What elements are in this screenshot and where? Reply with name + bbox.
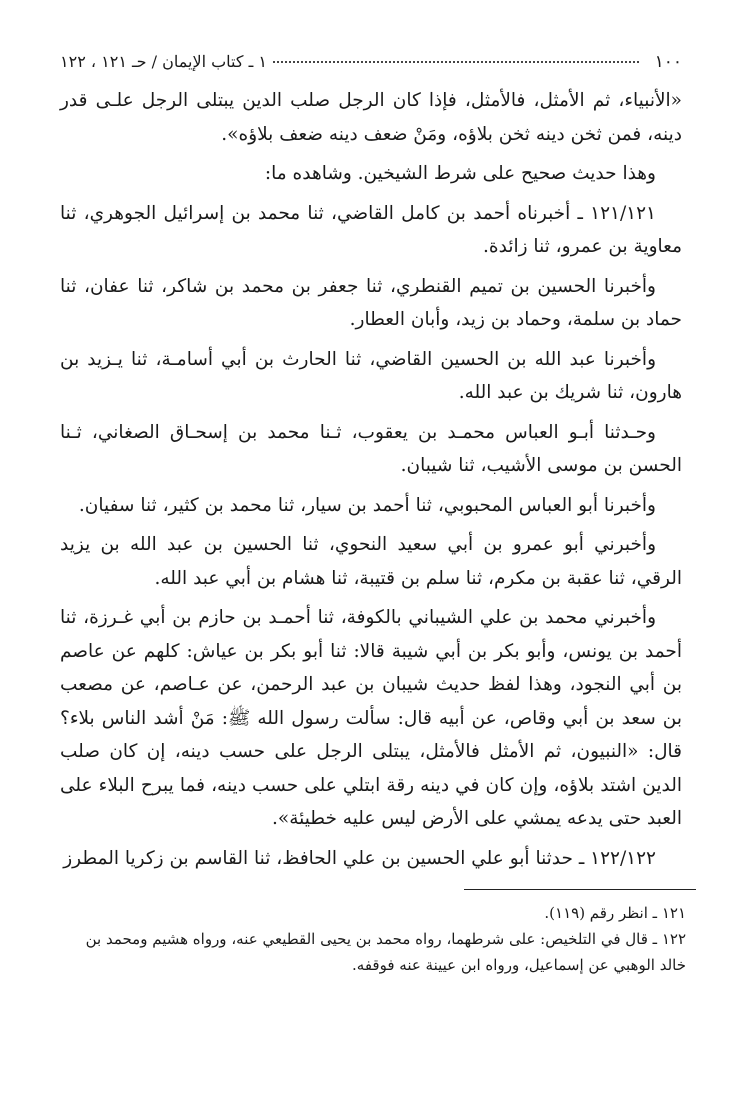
- paragraph-chain-nahwi: وأخبرني أبو عمرو بن أبي سعيد النحوي، ثنا الحسين بن عبد الله بن يزيد الرقي، ثنا عقبة بن مكرم، ثنا سلم بن قتيبة، ثنا هشام بن أبي عبد الله.: [60, 534, 682, 589]
- paragraph-hadith-122: ١٢٢/١٢٢ ـ حدثنا أبو علي الحسين بن علي الحافظ، ثنا القاسم بن زكريا المطرز: [63, 847, 656, 869]
- footnote-122: ١٢٢ ـ قال في التلخيص: على شرطهما، رواه محمد بن يحيى القطيعي عنه، ورواه هشيم ومحمد بن خالد الوهبي عن إسماعيل، ورواه ابن عيينة عنه فوقفه.: [85, 930, 686, 974]
- paragraph-chain-qantari: وأخبرنا الحسين بن تميم القنطري، ثنا جعفر بن محمد بن شاكر، ثنا عفان، ثنا حماد بن سلمة، وحماد بن زيد، وأبان العطار.: [60, 275, 682, 330]
- page: [60, 52, 686, 978]
- header-dot-leader: [273, 61, 639, 63]
- paragraph-chain-shaybani: وأخبرني محمد بن علي الشيباني بالكوفة، ثنا أحمـد بن حازم بن أبي غـرزة، ثنا أحمد بن يونس، وأبو بكر بن أبي شيبة قالا: ثنا أبو بكر بن عياش: كلهم عن عاصم بن أبي النجود، وهذا لفظ حديث شيبان بن عبد الرحمن، عن عـاصم، عن مصعب بن سعد بن أبي وقاص، عن أبيه قال: سألت رسول الله ﷺ: مَنْ أشد الناس بلاء؟ قال: «النبيون، ثم الأمثل فالأمثل، يبتلى الرجل على حسب دينه، إن كان صلب الدين اشتد بلاؤه، وإن كان في دينه رقة ابتلي على حسب دينه، فما يبرح البلاء على العبد حتى يدعه يمشي على الأرض ليس عليه خطيئة».: [60, 607, 682, 829]
- running-title: ١ ـ كتاب الإيمان / حـ ١٢١ ، ١٢٢: [60, 52, 267, 71]
- running-header: [60, 52, 682, 78]
- paragraph-chain-qadi: وأخبرنا عبد الله بن الحسين القاضي، ثنا الحارث بن أبي أسامـة، ثنا يـزيد بن هارون، ثنا شريك بن عبد الله.: [60, 348, 682, 403]
- paragraph-hadith-121: ١٢١/١٢١ ـ أخبرناه أحمد بن كامل القاضي، ثنا محمد بن إسرائيل الجوهري، ثنا معاوية بن عمرو، ثنا زائدة.: [60, 202, 682, 257]
- footnote-separator: [464, 889, 696, 890]
- main-text: [60, 84, 682, 875]
- paragraph-authentication: وهذا حديث صحيح على شرط الشيخين. وشاهده ما:: [264, 163, 656, 184]
- paragraph-hadith-continuation: «الأنبياء، ثم الأمثل، فالأمثل، فإذا كان الرجل صلب الدين يبتلى الرجل علـى قدر دينه، فمن ثخن دينه ثخن بلاؤه، ومَنْ ضعف دينه ضعف بلاؤه».: [60, 90, 682, 145]
- paragraph-chain-mahbubi: وأخبرنا أبو العباس المحبوبي، ثنا أحمد بن سيار، ثنا محمد بن كثير، ثنا سفيان.: [78, 494, 656, 516]
- paragraph-chain-yaqub: وحـدثنا أبـو العباس محمـد بن يعقوب، ثـنا محمد بن إسحـاق الصغاني، ثـنا الحسن بن موسى الأشيب، ثنا شيبان.: [60, 421, 682, 476]
- footnotes: [60, 900, 686, 978]
- page-number: ١٠٠: [654, 52, 682, 72]
- footnote-121: ١٢١ ـ انظر رقم (١١٩).: [544, 904, 686, 922]
